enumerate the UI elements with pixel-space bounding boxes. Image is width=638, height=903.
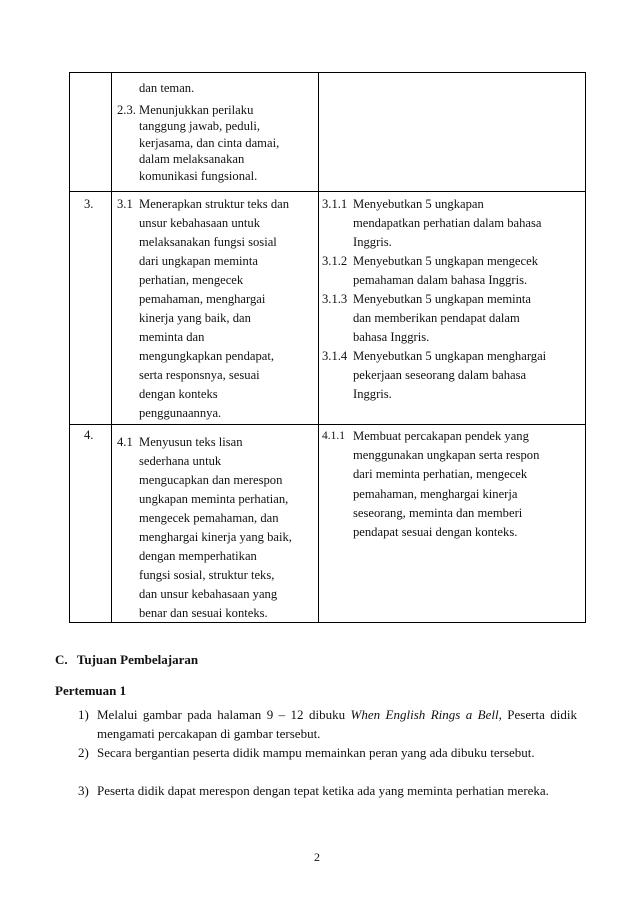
list-item-number: 3) xyxy=(78,783,89,798)
kd-text-line: pemahaman, menghargai xyxy=(139,292,266,306)
list-item-text: Melalui gambar pada halaman 9 – 12 dibuku xyxy=(97,707,351,722)
table-col-sep-2 xyxy=(318,72,319,623)
table-row-sep-2 xyxy=(69,424,586,425)
indicator-text-line: mendapatkan perhatian dalam bahasa xyxy=(353,216,542,230)
meeting-heading: Pertemuan 1 xyxy=(55,683,127,698)
list-item-text: Peserta didik dapat merespon dengan tepat ketika ada yang meminta perhatian mereka. xyxy=(97,783,549,798)
list-item xyxy=(97,781,577,800)
indicator-number: 4.1.1 xyxy=(322,430,345,442)
indicator-text-line: menggunakan ungkapan serta respon xyxy=(353,448,540,462)
kd-text-line: dengan memperhatikan xyxy=(139,549,257,563)
cell-text-line: Menunjukkan perilaku xyxy=(139,103,254,117)
indicator-text-line: Inggris. xyxy=(353,235,392,249)
kd-text-line: mengucapkan dan merespon xyxy=(139,473,283,487)
cell-text-line: dalam melaksanakan xyxy=(139,152,245,166)
indicator-text-line: Menyebutkan 5 ungkapan meminta xyxy=(353,292,532,306)
book-title: When English Rings a Bell, xyxy=(350,707,502,722)
kd-text-line: serta responsnya, sesuai xyxy=(139,368,260,382)
cell-text-line: kerjasama, dan cinta damai, xyxy=(139,136,280,150)
indicator-text-line: pemahaman dalam bahasa Inggris. xyxy=(353,273,528,287)
indicator-text-line: bahasa Inggris. xyxy=(353,330,430,344)
table-right-border xyxy=(585,72,586,623)
section-letter: C. xyxy=(55,652,68,667)
table-col-sep-1 xyxy=(111,72,112,623)
indicator-text-line: Menyebutkan 5 ungkapan menghargai xyxy=(353,349,547,363)
page-number: 2 xyxy=(314,850,320,864)
section-heading xyxy=(55,652,198,668)
indicator-text-line: pemahaman, menghargai kinerja xyxy=(353,487,518,501)
section-title: Tujuan Pembelajaran xyxy=(76,652,199,667)
indicator-number: 3.1.4 xyxy=(322,349,348,363)
kd-text-line: meminta dan xyxy=(139,330,205,344)
kd-text-line: fungsi sosial, struktur teks, xyxy=(139,568,275,582)
list-item-number: 1) xyxy=(78,707,89,722)
cell-text-line: tanggung jawab, peduli, xyxy=(139,119,261,133)
kd-text-line: perhatian, mengecek xyxy=(139,273,244,287)
kd-text-line: dengan konteks xyxy=(139,387,218,401)
list-item xyxy=(97,743,577,762)
indicator-text-line: dari meminta perhatian, mengecek xyxy=(353,467,528,481)
kd-text-line: sederhana untuk xyxy=(139,454,222,468)
indicator-text-line: pendapat sesuai dengan konteks. xyxy=(353,525,518,539)
indicator-text-line: Menyebutkan 5 ungkapan mengecek xyxy=(353,254,538,268)
kd-text-line: mengecek pemahaman, dan xyxy=(139,511,279,525)
cell-text-line: komunikasi fungsional. xyxy=(139,169,258,183)
indicator-number: 3.1.1 xyxy=(322,197,348,211)
list-item-text: Peserta didik mengamati percakapan di gambar tersebut. xyxy=(97,707,577,741)
kd-text-line: ungkapan meminta perhatian, xyxy=(139,492,289,506)
kd-number: 3.1 xyxy=(117,197,133,211)
kd-text-line: melaksanakan fungsi sosial xyxy=(139,235,277,249)
kd-number: 4.1 xyxy=(117,435,133,449)
table-row-sep-1 xyxy=(69,191,586,192)
indicator-number: 3.1.3 xyxy=(322,292,348,306)
kd-text-line: kinerja yang baik, dan xyxy=(139,311,251,325)
kd-text-line: mengungkapkan pendapat, xyxy=(139,349,274,363)
list-item-text: Secara bergantian peserta didik mampu memainkan peran yang ada dibuku tersebut. xyxy=(97,745,535,760)
kd-text-line: penggunaannya. xyxy=(139,406,222,420)
indicator-text-line: pekerjaan seseorang dalam bahasa xyxy=(353,368,527,382)
indicator-text-line: Inggris. xyxy=(353,387,392,401)
indicator-text-line: seseorang, meminta dan memberi xyxy=(353,506,523,520)
table-bottom-border xyxy=(69,622,586,623)
row-number: 3. xyxy=(84,197,94,211)
indicator-text-line: dan memberikan pendapat dalam xyxy=(353,311,520,325)
table-top-border xyxy=(69,72,586,73)
kd-text-line: dari ungkapan meminta xyxy=(139,254,258,268)
indicator-number: 3.1.2 xyxy=(322,254,348,268)
item-number: 2.3. xyxy=(117,103,136,117)
kd-text-line: menghargai kinerja yang baik, xyxy=(139,530,292,544)
list-item xyxy=(97,705,577,743)
indicator-text-line: Menyebutkan 5 ungkapan xyxy=(353,197,484,211)
list-item-number: 2) xyxy=(78,745,89,760)
kd-text-line: unsur kebahasaan untuk xyxy=(139,216,261,230)
kd-text-line: Menyusun teks lisan xyxy=(139,435,243,449)
kd-text-line: dan unsur kebahasaan yang xyxy=(139,587,278,601)
table-left-border xyxy=(69,72,70,623)
cell-text-line: dan teman. xyxy=(139,81,195,95)
kd-text-line: Menerapkan struktur teks dan xyxy=(139,197,290,211)
indicator-text-line: Membuat percakapan pendek yang xyxy=(353,429,529,443)
row-number: 4. xyxy=(84,428,94,442)
kd-text-line: benar dan sesuai konteks. xyxy=(139,606,268,620)
